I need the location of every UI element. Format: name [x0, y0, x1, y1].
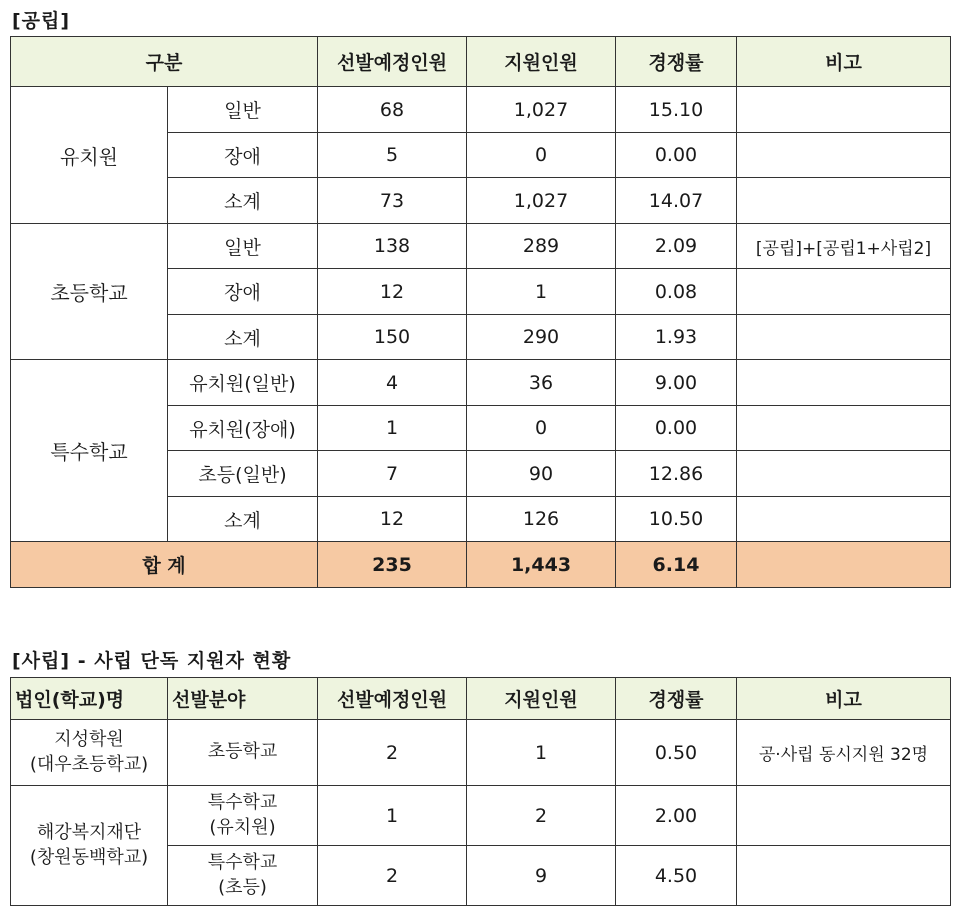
row-ratio: 0.00 [616, 406, 737, 451]
total-ratio: 6.14 [616, 542, 737, 588]
row-applicants: 0 [467, 133, 616, 178]
row-ratio: 15.10 [616, 87, 737, 133]
row-note: 공·사립 동시지원 32명 [737, 720, 951, 786]
row-applicants: 1,027 [467, 178, 616, 224]
row-ratio: 9.00 [616, 360, 737, 406]
row-ratio: 2.00 [616, 786, 737, 846]
row-note [737, 406, 951, 451]
row-note [737, 315, 951, 360]
row-note [737, 786, 951, 846]
field-cell [168, 720, 318, 786]
row-note [737, 87, 951, 133]
row-applicants: 290 [467, 315, 616, 360]
row-quota: 73 [318, 178, 467, 224]
row-type: 일반 [168, 224, 318, 269]
row-applicants: 2 [467, 786, 616, 846]
row-note [737, 497, 951, 542]
row-applicants: 126 [467, 497, 616, 542]
row-applicants: 0 [467, 406, 616, 451]
group-kindergarten: 유치원 [11, 87, 168, 224]
field-sub: (초등) [218, 876, 267, 898]
row-quota: 68 [318, 87, 467, 133]
row-quota: 1 [318, 786, 467, 846]
row-quota: 7 [318, 451, 467, 497]
table-row [11, 720, 951, 786]
row-applicants: 1,027 [467, 87, 616, 133]
row-type: 소계 [168, 497, 318, 542]
table-row [11, 360, 951, 406]
row-ratio: 14.07 [616, 178, 737, 224]
row-ratio: 1.93 [616, 315, 737, 360]
public-section-title: [공립] [12, 10, 71, 32]
total-quota: 235 [318, 542, 467, 588]
row-ratio: 0.00 [616, 133, 737, 178]
row-note [737, 269, 951, 315]
field-name: 특수학교 [207, 852, 278, 874]
total-note [737, 542, 951, 588]
private-table [10, 677, 951, 906]
row-quota: 2 [318, 846, 467, 906]
row-ratio: 12.86 [616, 451, 737, 497]
row-note: [공립]+[공립1+사립2] [737, 224, 951, 269]
row-ratio: 10.50 [616, 497, 737, 542]
row-type: 소계 [168, 178, 318, 224]
row-ratio: 4.50 [616, 846, 737, 906]
row-ratio: 0.08 [616, 269, 737, 315]
row-applicants: 1 [467, 720, 616, 786]
row-type: 일반 [168, 87, 318, 133]
header-applicants: 지원인원 [467, 678, 616, 720]
group-elementary: 초등학교 [11, 224, 168, 360]
field-cell [168, 846, 318, 906]
corporation-name: 해강복지재단 [36, 822, 142, 844]
header-field: 선발분야 [168, 678, 318, 720]
table-row [11, 224, 951, 269]
row-type: 장애 [168, 133, 318, 178]
row-applicants: 9 [467, 846, 616, 906]
private-section-title: [사립] - 사립 단독 지원자 현황 [12, 650, 292, 672]
corporation-name: 지성학원 [54, 729, 124, 751]
row-quota: 150 [318, 315, 467, 360]
field-name: 초등학교 [207, 741, 278, 763]
header-quota: 선발예정인원 [318, 678, 467, 720]
row-quota: 12 [318, 497, 467, 542]
row-type: 소계 [168, 315, 318, 360]
row-note [737, 178, 951, 224]
header-corporation: 법인(학교)명 [11, 678, 168, 720]
row-quota: 2 [318, 720, 467, 786]
row-applicants: 1 [467, 269, 616, 315]
row-ratio: 0.50 [616, 720, 737, 786]
header-category: 구분 [11, 37, 318, 87]
total-applicants: 1,443 [467, 542, 616, 588]
header-note: 비고 [737, 678, 951, 720]
header-applicants: 지원인원 [467, 37, 616, 87]
row-quota: 4 [318, 360, 467, 406]
table-row [11, 786, 951, 846]
row-ratio: 2.09 [616, 224, 737, 269]
group-special: 특수학교 [11, 360, 168, 542]
row-type: 장애 [168, 269, 318, 315]
row-type: 유치원(일반) [168, 360, 318, 406]
field-cell [168, 786, 318, 846]
table-row [11, 87, 951, 133]
corporation-cell [11, 786, 168, 906]
header-ratio: 경쟁률 [616, 37, 737, 87]
public-table [10, 36, 951, 588]
total-row [11, 542, 951, 588]
row-note [737, 846, 951, 906]
row-quota: 1 [318, 406, 467, 451]
row-note [737, 451, 951, 497]
field-name: 특수학교 [207, 792, 278, 814]
school-name: (대우초등학교) [29, 753, 149, 775]
row-applicants: 289 [467, 224, 616, 269]
row-type: 유치원(장애) [168, 406, 318, 451]
row-applicants: 90 [467, 451, 616, 497]
row-note [737, 360, 951, 406]
row-type: 초등(일반) [168, 451, 318, 497]
school-name: (창원동백학교) [29, 846, 149, 868]
row-note [737, 133, 951, 178]
row-quota: 5 [318, 133, 467, 178]
field-sub: (유치원) [209, 816, 276, 838]
total-label: 합 계 [11, 542, 318, 588]
row-quota: 12 [318, 269, 467, 315]
header-ratio: 경쟁률 [616, 678, 737, 720]
corporation-cell [11, 720, 168, 786]
header-note: 비고 [737, 37, 951, 87]
row-quota: 138 [318, 224, 467, 269]
header-quota: 선발예정인원 [318, 37, 467, 87]
row-applicants: 36 [467, 360, 616, 406]
